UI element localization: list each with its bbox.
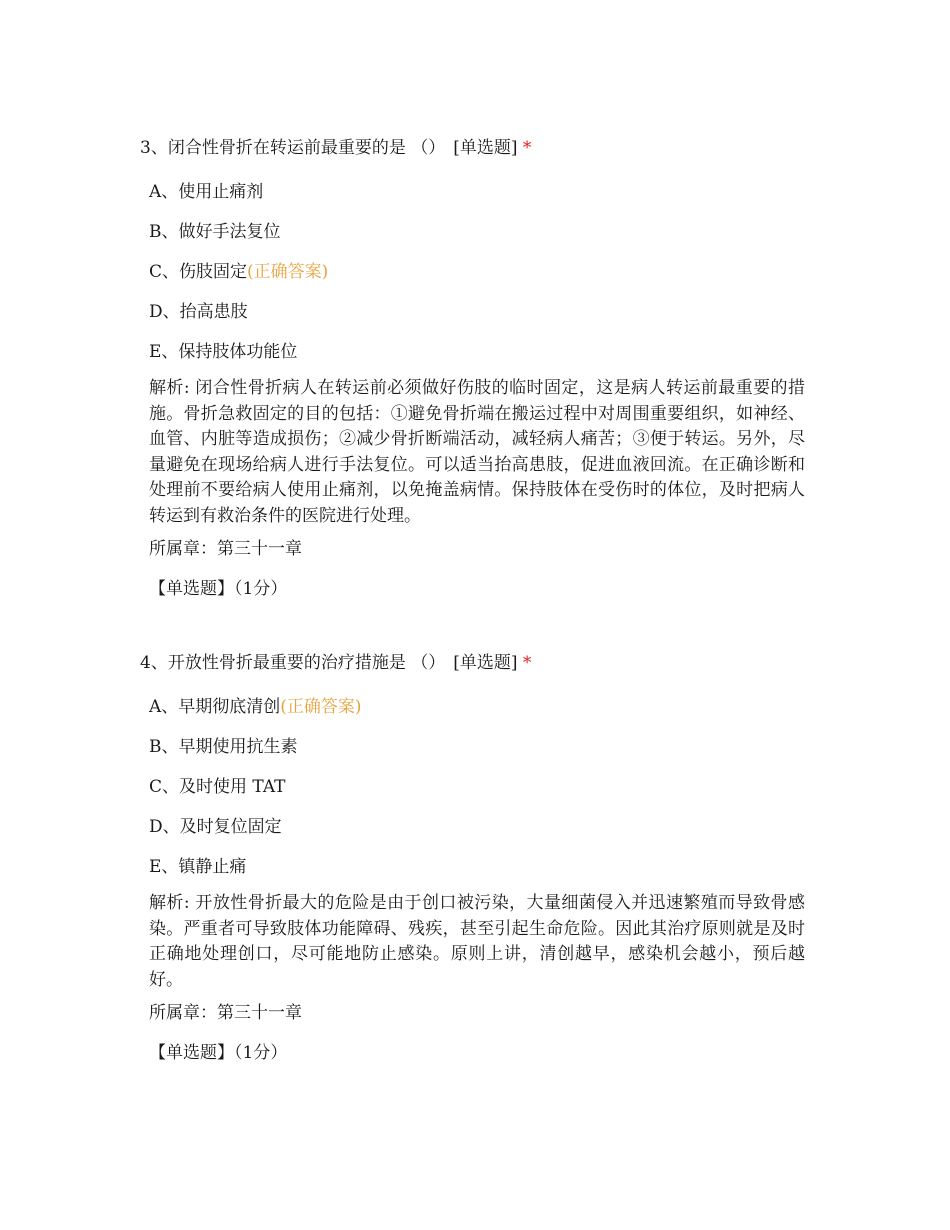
score-label: 【单选题】（1分） xyxy=(149,579,288,599)
option-text: E、镇静止痛 xyxy=(149,857,247,877)
options-list xyxy=(149,180,805,380)
option-b xyxy=(149,735,805,775)
options-list xyxy=(149,695,805,895)
option-text: B、早期使用抗生素 xyxy=(149,737,298,757)
question-title xyxy=(140,136,805,160)
option-text: D、抬高患肢 xyxy=(149,302,248,322)
option-text: C、及时使用 TAT xyxy=(149,777,286,797)
option-text: C、伤肢固定 xyxy=(149,262,248,282)
chapter-label: 所属章：第三十一章 xyxy=(149,539,302,559)
option-d xyxy=(149,815,805,855)
score-label: 【单选题】（1分） xyxy=(149,1043,288,1063)
option-text: A、早期彻底清创 xyxy=(149,697,281,717)
option-a xyxy=(149,180,805,220)
required-mark: * xyxy=(522,653,532,673)
analysis-text: 解析: 开放性骨折最大的危险是由于创口被污染，大量细菌侵入并迅速繁殖而导致骨感染。严重者可导致肢体功能障碍、残疾，甚至引起生命危险。因此其治疗原则就是及时正确地处理创口，尽可能地防止感染。原则上讲，清创越早，感染机会越小，预后越好。 xyxy=(149,893,805,990)
question-title xyxy=(140,651,805,675)
option-b xyxy=(149,220,805,260)
option-text: E、保持肢体功能位 xyxy=(149,342,298,362)
option-a xyxy=(149,695,805,735)
question-text: 4、开放性骨折最重要的治疗措施是 （） xyxy=(140,653,446,673)
correct-answer-label: (正确答案) xyxy=(247,262,329,282)
option-text: D、及时复位固定 xyxy=(149,817,282,837)
question-type: [单选题] xyxy=(453,653,518,673)
required-mark: * xyxy=(522,138,532,158)
option-e xyxy=(149,855,805,895)
question-type: [单选题] xyxy=(453,138,518,158)
question-block xyxy=(140,651,805,1065)
question-block xyxy=(140,136,805,601)
option-e xyxy=(149,340,805,380)
option-text: B、做好手法复位 xyxy=(149,222,281,242)
option-d xyxy=(149,300,805,340)
correct-answer-label: (正确答案) xyxy=(280,697,362,717)
analysis-text: 解析: 闭合性骨折病人在转运前必须做好伤肢的临时固定，这是病人转运前最重要的措施。骨折急救固定的目的包括：①避免骨折端在搬运过程中对周围重要组织，如神经、血管、内脏等造成损伤；②减少骨折断端活动，减轻病人痛苦；③便于转运。另外，尽量避免在现场给病人进行手法复位。可以适当抬高患肢，促进血液回流。在正确诊断和处理前不要给病人使用止痛剂，以免掩盖病情。保持肢体在受伤时的体位，及时把病人转运到有救治条件的医院进行处理。 xyxy=(149,378,805,526)
option-c xyxy=(149,260,805,300)
option-c xyxy=(149,775,805,815)
option-text: A、使用止痛剂 xyxy=(149,182,264,202)
question-text: 3、闭合性骨折在转运前最重要的是 （） xyxy=(140,138,446,158)
chapter-label: 所属章：第三十一章 xyxy=(149,1003,302,1023)
